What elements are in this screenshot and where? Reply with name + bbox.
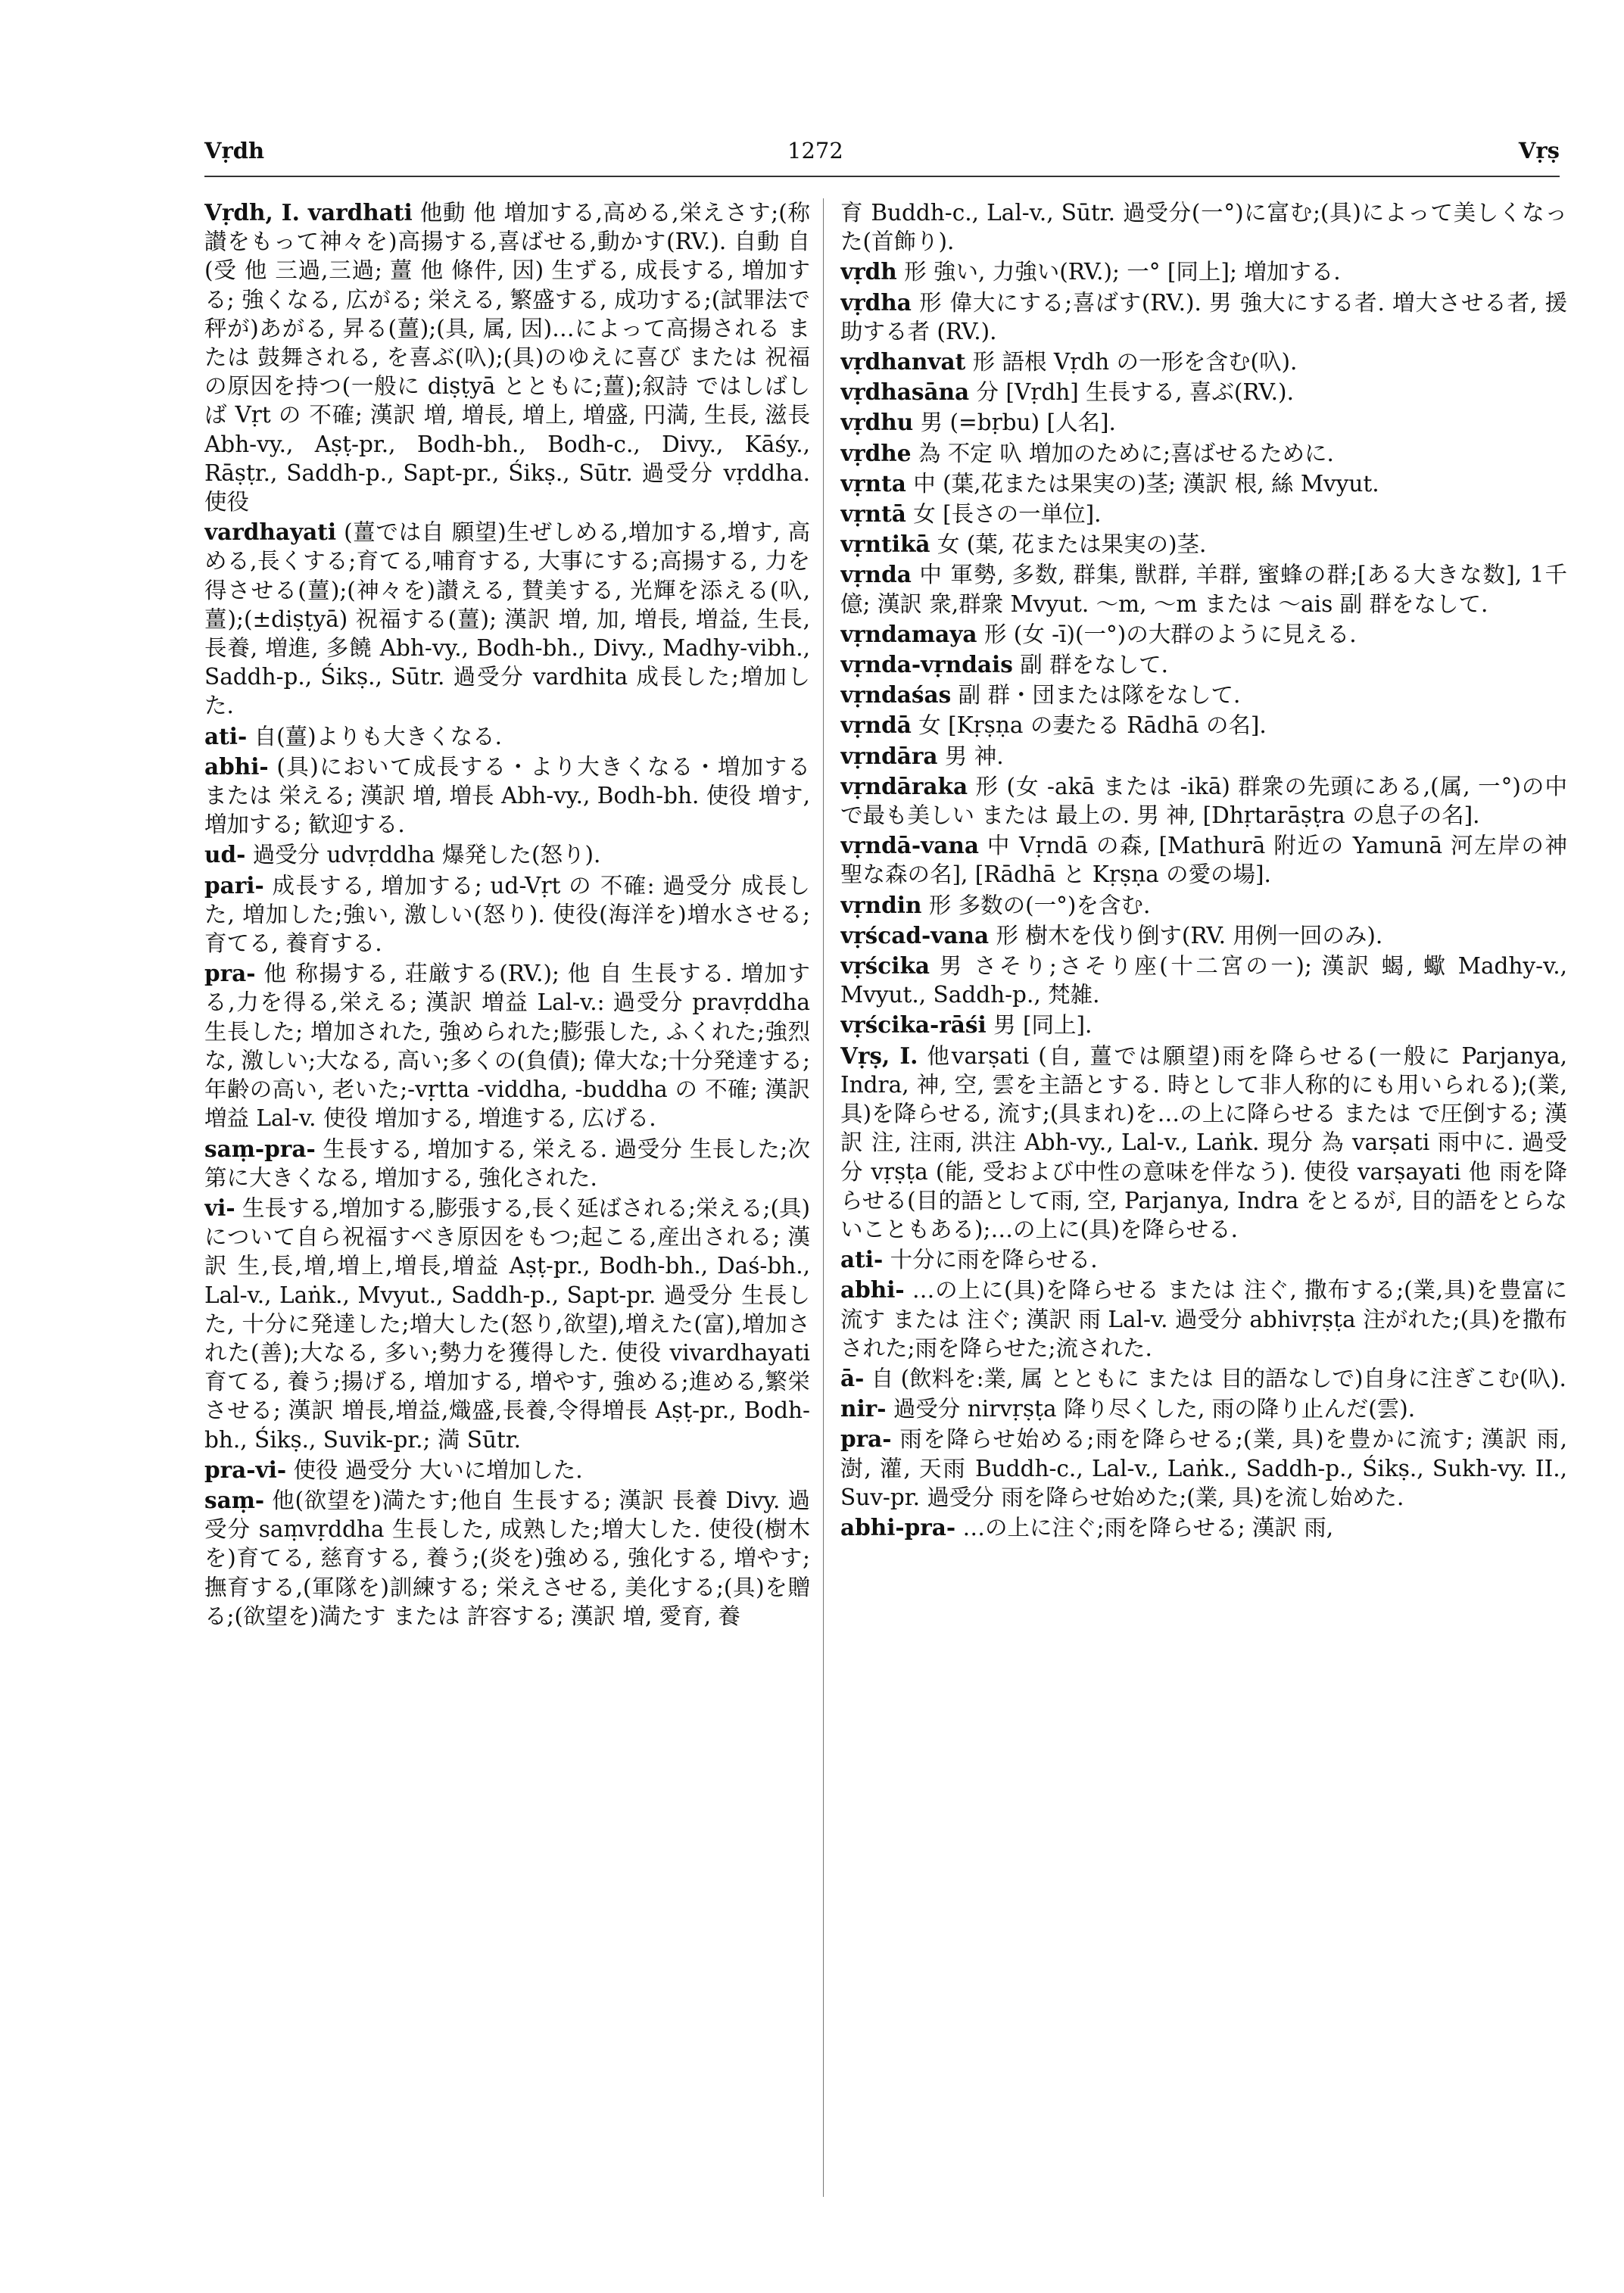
entry-definition: 形 偉大にする;喜ばす(RV.). 男 強大にする者. 増大させる者, 援助する者 (RV.). — [840, 289, 1567, 344]
entry-headword: Vṛṣ, I. — [840, 1042, 918, 1069]
right-column — [840, 198, 1567, 1544]
entry-headword: vṛnda-vṛndais — [840, 651, 1013, 678]
dictionary-entry — [840, 1513, 1567, 1542]
entry-definition: 過受分 nirvṛṣṭa 降り尽くした, 雨の降り止んだ(雲). — [886, 1396, 1416, 1422]
page-number: 1272 — [787, 138, 843, 164]
dictionary-entry — [840, 560, 1567, 618]
entry-headword: Vṛdh, I. vardhati — [204, 199, 413, 226]
entry-headword: vṛścika-rāśi — [840, 1011, 987, 1039]
entry-definition: 形 (女 -ī)(一°)の大群のように見える. — [977, 621, 1357, 647]
entry-definition: 使役 過受分 大いに増加した. — [286, 1456, 583, 1483]
dictionary-entry — [204, 871, 810, 958]
entry-definition: 十分に雨を降らせる. — [883, 1247, 1098, 1273]
dictionary-entry — [840, 469, 1567, 498]
entry-definition: 形 強い, 力強い(RV.); 一° [同上]; 増加する. — [896, 259, 1341, 285]
entry-headword: vi- — [204, 1194, 235, 1221]
entry-definition: 副 群・団または隊をなして. — [951, 682, 1241, 709]
entry-definition: …の上に(具)を降らせる または 注ぐ, 撒布する;(業,具)を豊富に流す または 注ぐ; 漢訳 雨 Lal-v. 過受分 abhivṛṣṭa 注がれた;(具)を撒布された;雨を降らせた;流された. — [840, 1277, 1567, 1361]
entry-headword: abhi-pra- — [840, 1513, 956, 1541]
entry-headword: vṛdha — [840, 288, 912, 316]
entry-definition: 育 Buddh-c., Lal-v., Sūtr. 過受分(一°)に富む;(具)によって美しくなった(首飾り). — [840, 200, 1567, 255]
dictionary-entry — [204, 1194, 810, 1454]
column-divider — [823, 198, 824, 2197]
header-rule — [204, 176, 1560, 177]
running-head-left: Vṛdh — [204, 138, 265, 164]
dictionary-entry — [840, 921, 1567, 950]
entry-headword: vṛścika — [840, 952, 930, 980]
entry-headword: pra- — [204, 960, 256, 987]
entry-definition: 形 (女 -akā または -ikā) 群衆の先頭にある,(属, 一°)の中で最も美しい または 最上の. 男 神, [Dhṛtarāṣṭra の息子の名]. — [840, 773, 1567, 829]
entry-definition: 男 神. — [937, 743, 1004, 769]
entry-definition: 女 [Kṛṣṇa の妻たる Rādhā の名]. — [911, 712, 1267, 739]
entry-headword: vṛndin — [840, 891, 922, 918]
entry-definition: 生長する, 増加する, 栄える. 過受分 生長した;次第に大きくなる, 増加する, 強化された. — [204, 1136, 810, 1191]
dictionary-entry — [840, 952, 1567, 1009]
entry-definition: (薑では自 願望)生ぜしめる,増加する,増す, 高める,長くする;育てる,哺育する, 大事にする;高揚する, 力を得させる(薑);(神々を)讃える, 賛美する, 光輝を添える(叺, 薑);(±diṣṭyā) 祝福する(薑); 漢訳 増, 加, 増長, 増益, 生長, 長養, 増進, 多饒 Abh-vy., Bodh-bh., Divy., Madhy-vibh., Saddh-p., Śikṣ., Sūtr. 過受分 vardhita 成長した;増加した. — [204, 519, 810, 719]
dictionary-entry — [840, 1364, 1567, 1393]
entry-headword: ud- — [204, 841, 246, 868]
dictionary-entry — [840, 742, 1567, 771]
dictionary-entry — [840, 1011, 1567, 1039]
dictionary-entry — [204, 959, 810, 1132]
dictionary-entry — [840, 891, 1567, 920]
dictionary-entry — [204, 1135, 810, 1192]
entry-definition: 副 群をなして. — [1012, 652, 1168, 678]
entry-headword: abhi- — [204, 752, 269, 780]
entry-headword: pra- — [840, 1425, 892, 1453]
entry-headword: saṃ-pra- — [204, 1135, 316, 1162]
dictionary-entry — [204, 198, 810, 516]
entry-headword: vṛdhasāna — [840, 379, 970, 406]
dictionary-entry — [840, 1042, 1567, 1244]
entry-definition: 他 称揚する, 荘厳する(RV.); 他 自 生長する. 増加する,力を得る,栄える; 漢訳 増益 Lal-v.: 過受分 pravṛddha 生長した; 増加された, 強められた;膨張した, ふくれた;強烈な, 激しい;大なる, 高い;多くの(負債); 偉大な;十分発達する;年齢の高い, 老いた;-vṛtta -viddha, -buddha の 不確; 漢訳 増益 Lal-v. 使役 増加する, 増進する, 広げる. — [204, 961, 810, 1132]
dictionary-entry — [204, 840, 810, 869]
entry-definition: 男 [同上]. — [986, 1012, 1093, 1039]
dictionary-entry — [840, 288, 1567, 346]
entry-definition: 女 (葉, 花または果実の)茎. — [930, 531, 1207, 558]
entry-headword: vardhayati — [204, 519, 337, 546]
entry-definition: 形 多数の(一°)を含む. — [921, 892, 1151, 918]
entry-definition: (具)において成長する・より大きくなる・増加する または 栄える; 漢訳 増, 増長 Abh-vy., Bodh-bh. 使役 増す, 増加する; 歓迎する. — [204, 753, 810, 838]
entry-headword: vṛdhanvat — [840, 348, 966, 375]
dictionary-entry — [840, 408, 1567, 437]
entry-headword: vṛdh — [840, 258, 897, 285]
entry-definition: 分 [Vṛdh] 生長する, 喜ぶ(RV.). — [969, 379, 1294, 406]
dictionary-entry — [840, 1276, 1567, 1363]
dictionary-entry — [204, 1456, 810, 1485]
entry-definition: 中 (葉,花または果実の)茎; 漢訳 根, 絲 Mvyut. — [906, 470, 1379, 497]
dictionary-entry — [840, 650, 1567, 679]
entry-definition: 自(薑)よりも大きくなる. — [247, 723, 502, 749]
entry-definition: 他動 他 増加する,高める,栄えさす;(称讃をもって神々を)高揚する,喜ばせる,動かす(RV.). 自動 自 (受 他 三過,三過; 薑 他 條件, 因) 生ずる, 成長する, 増加する; 強くなる, 広がる; 栄える, 繁盛する, 成功する;(試罪法で秤が)あがる, 昇る(薑);(具, 属, 因)…によって高揚される または 鼓舞される, を喜ぶ(叺);(具)のゆえに喜び または 祝福の原因を持つ(一般に diṣṭyā とともに;薑);叙詩 ではしばしば Vṛt の 不確; 漢訳 増, 増長, 増上, 増盛, 円満, 生長, 滋長 Abh-vy., Aṣṭ-pr., Bodh-bh., Bodh-c., Divy., Kāśy., Rāṣṭr., Saddh-p., Sapt-pr., Śikṣ., Sūtr. 過受分 vṛddha. 使役 — [204, 200, 810, 516]
entry-headword: saṃ- — [204, 1486, 265, 1513]
entry-definition: 他varṣati (自, 薑では願望)雨を降らせる(一般に Parjanya, Indra, 神, 空, 雲を主語とする. 時として非人称的にも用いられる);(業, 具)を降らせる, 流す;(具まれ)を…の上に降らせる または で圧倒する; 漢訳 注, 注雨, 洪注 Abh-vy., Lal-v., Laṅk. 現分 為 varṣati 雨中に. 過受分 vṛṣṭa (能, 受および中性の意味を伴なう). 使役 varṣayati 他 雨を降らせる(目的語として雨, 空, Parjanya, Indra をとるが, 目的語をとらないこともある);…の上に(具)を降らせる. — [840, 1042, 1567, 1242]
dictionary-entry — [840, 1245, 1567, 1274]
dictionary-entry — [840, 620, 1567, 649]
dictionary-entry — [204, 1486, 810, 1631]
dictionary-entry — [204, 722, 810, 751]
entry-definition: …の上に注ぐ;雨を降らせる; 漢訳 雨, — [955, 1514, 1334, 1541]
entry-headword: vṛnta — [840, 469, 906, 497]
entry-headword: vṛndāraka — [840, 772, 968, 799]
dictionary-entry — [840, 530, 1567, 559]
dictionary-entry — [840, 378, 1567, 407]
dictionary-entry — [204, 752, 810, 840]
entry-definition: 為 不定 叺 増加のために;喜ばせるために. — [911, 440, 1334, 466]
entry-definition: 中 Vṛndā の森, [Mathurā 附近の Yamunā 河左岸の神聖な森の名], [Rādhā と Kṛṣṇa の愛の場]. — [840, 833, 1567, 888]
entry-headword: ati- — [204, 722, 248, 749]
dictionary-entry — [840, 1425, 1567, 1512]
entry-headword: ati- — [840, 1246, 884, 1273]
entry-definition: 男 さそり;さそり座(十二宮の一); 漢訳 蝎, 蠍 Madhy-v., Mvyut., Saddh-p., 梵雑. — [840, 953, 1567, 1008]
dictionary-entry — [840, 347, 1567, 376]
entry-definition: 形 語根 Vṛdh の一形を含む(叺). — [965, 349, 1298, 375]
entry-headword: nir- — [840, 1395, 887, 1422]
entry-definition: 過受分 udvṛddha 爆発した(怒り). — [245, 842, 601, 868]
entry-definition: 生長する,増加する,膨張する,長く延ばされる;栄える;(具)について自ら祝福すべき原因をもつ;起こる,産出される; 漢訳 生,長,増,増上,増長,増益 Aṣṭ-pr., Bodh-bh., Daś-bh., Lal-v., Laṅk., Mvyut., Saddh-p., Sapt-pr. 過受分 生長した, 十分に発達した;増大した(怒り,欲望),増えた(富),増加された(善);大なる, 多い;勢力を獲得した. 使役 vivardhayati 育てる, 養う;揚げる, 増加する, 増やす, 強める;進める,繁栄させる; 漢訳 増長,増益,熾盛,長養,令得増長 Aṣṭ-pr., Bodh-bh., Śikṣ., Suvik-pr.; 満 Sūtr. — [204, 1195, 810, 1453]
entry-headword: vṛdhu — [840, 409, 914, 436]
entry-headword: abhi- — [840, 1276, 905, 1304]
entry-headword: vṛndāra — [840, 742, 938, 769]
entry-headword: vṛndā-vana — [840, 832, 979, 859]
entry-headword: vṛndaśas — [840, 681, 952, 709]
dictionary-entry — [840, 831, 1567, 889]
entry-headword: vṛndamaya — [840, 620, 977, 647]
entry-headword: vṛntikā — [840, 531, 930, 558]
dictionary-entry — [840, 500, 1567, 528]
dictionary-entry — [840, 198, 1567, 256]
entry-definition: 男 (=bṛbu) [人名]. — [913, 410, 1116, 436]
entry-headword: vṛdhe — [840, 439, 912, 466]
entry-definition: 自 (飲料を:業, 属 とともに または 目的語なしで)自身に注ぎこむ(叺). — [864, 1365, 1566, 1391]
entry-headword: pra-vi- — [204, 1456, 287, 1483]
dictionary-entry — [840, 439, 1567, 468]
entry-definition: 女 [長さの一単位]. — [906, 501, 1102, 528]
dictionary-entry — [840, 1394, 1567, 1423]
dictionary-entry — [840, 681, 1567, 709]
entry-headword: vṛnda — [840, 561, 912, 588]
dictionary-entry — [204, 518, 810, 720]
left-column — [204, 198, 810, 1632]
entry-definition: 中 軍勢, 多数, 群集, 獣群, 羊群, 蜜蜂の群;[ある大きな数], 1千億; 漢訳 衆,群衆 Mvyut. 〜m, 〜m または 〜ais 副 群をなして. — [840, 562, 1567, 617]
entry-headword: vṛntā — [840, 500, 906, 528]
running-head-right: Vṛṣ — [1518, 138, 1560, 164]
entry-headword: vṛndā — [840, 712, 912, 739]
dictionary-entry — [840, 711, 1567, 740]
entry-definition: 成長する, 増加する; ud-Vṛt の 不確: 過受分 成長した, 増加した;強い, 激しい(怒り). 使役(海洋を)増水させる;育てる, 養育する. — [204, 872, 810, 957]
entry-definition: 形 樹木を伐り倒す(RV. 用例一回のみ). — [989, 922, 1383, 949]
entry-headword: ā- — [840, 1364, 865, 1391]
entry-headword: pari- — [204, 871, 264, 899]
dictionary-entry — [840, 257, 1567, 286]
entry-definition: 雨を降らせ始める;雨を降らせる;(業, 具)を豊かに流す; 漢訳 雨, 澍, 灌, 天雨 Buddh-c., Lal-v., Laṅk., Saddh-p., Śikṣ., Sukh-vy. II., Suv-pr. 過受分 雨を降らせ始めた;(業, 具)を流し始めた. — [840, 1426, 1567, 1510]
entry-definition: 他(欲望を)満たす;他自 生長する; 漢訳 長養 Divy. 過受分 saṃvṛddha 生長した, 成熟した;増大した. 使役(樹木を)育てる, 慈育する, 養う;(炎を)強める, 強化する, 増やす;撫育する,(軍隊を)訓練する; 栄えさせる, 美化する;(具)を贈る;(欲望を)満たす または 許容する; 漢訳 増, 愛育, 養 — [204, 1487, 810, 1629]
entry-headword: vṛścad-vana — [840, 921, 990, 949]
dictionary-entry — [840, 772, 1567, 830]
